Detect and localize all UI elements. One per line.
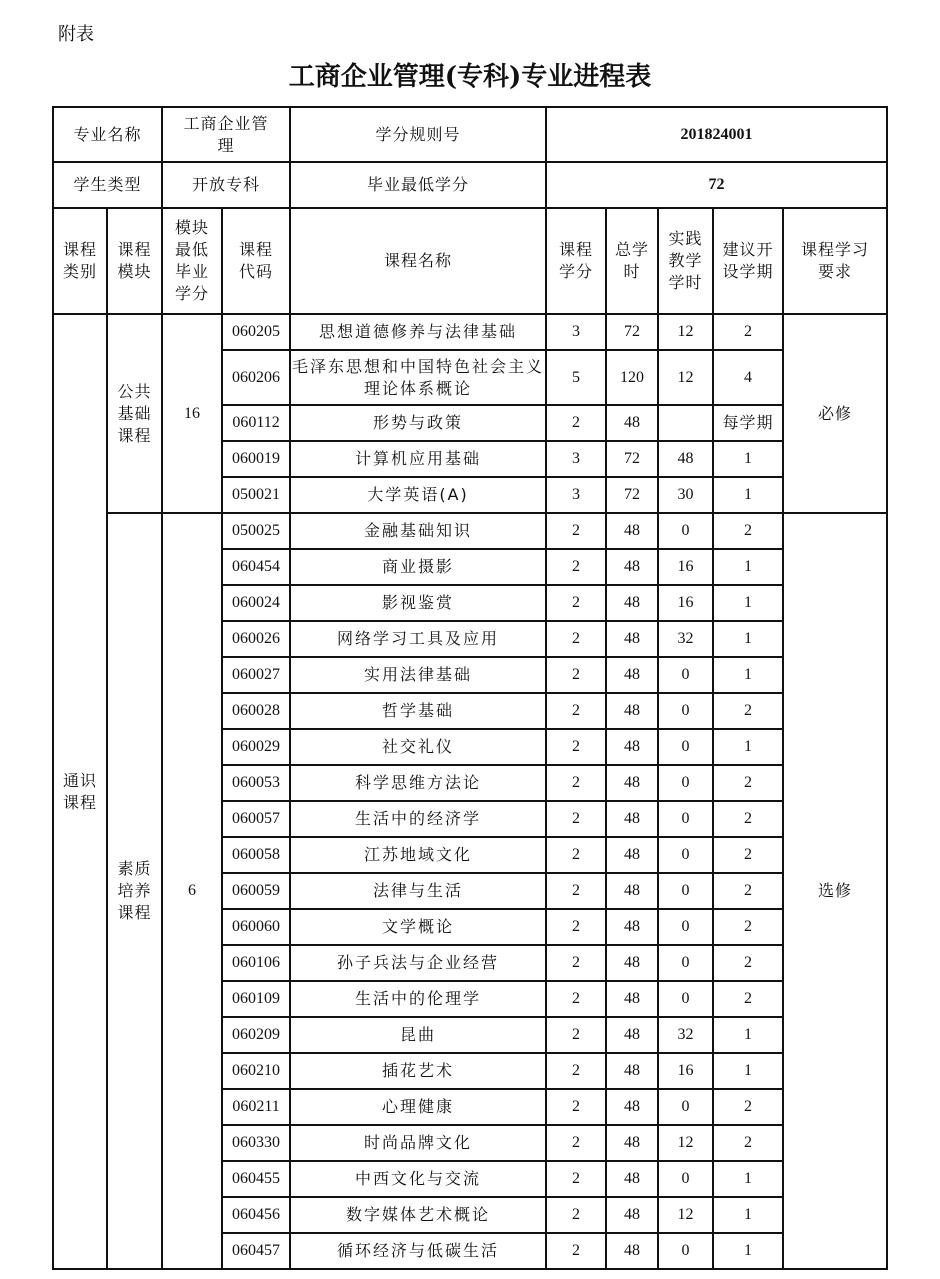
course-total-hours: 48 xyxy=(606,873,658,909)
course-name: 时尚品牌文化 xyxy=(290,1125,546,1161)
course-name: 插花艺术 xyxy=(290,1053,546,1089)
course-practice-hours: 12 xyxy=(658,1125,713,1161)
course-code: 060059 xyxy=(222,873,290,909)
course-row xyxy=(53,513,887,549)
course-semester: 2 xyxy=(713,981,783,1017)
course-semester: 1 xyxy=(713,477,783,513)
course-practice-hours: 0 xyxy=(658,801,713,837)
course-name: 形势与政策 xyxy=(290,405,546,441)
course-total-hours: 48 xyxy=(606,1161,658,1197)
course-practice-hours: 0 xyxy=(658,765,713,801)
course-total-hours: 48 xyxy=(606,1017,658,1053)
course-name: 心理健康 xyxy=(290,1089,546,1125)
course-practice-hours: 0 xyxy=(658,1089,713,1125)
course-name: 文学概论 xyxy=(290,909,546,945)
course-name: 商业摄影 xyxy=(290,549,546,585)
student-type-value: 开放专科 xyxy=(162,162,290,208)
course-name: 大学英语(A) xyxy=(290,477,546,513)
course-credit: 3 xyxy=(546,477,606,513)
course-semester: 2 xyxy=(713,909,783,945)
course-code: 060019 xyxy=(222,441,290,477)
course-code: 060028 xyxy=(222,693,290,729)
course-practice-hours: 16 xyxy=(658,585,713,621)
course-name: 数字媒体艺术概论 xyxy=(290,1197,546,1233)
course-code: 060026 xyxy=(222,621,290,657)
header-requirement: 课程学习要求 xyxy=(783,208,887,314)
course-practice-hours: 48 xyxy=(658,441,713,477)
course-semester: 2 xyxy=(713,837,783,873)
course-code: 060058 xyxy=(222,837,290,873)
course-total-hours: 48 xyxy=(606,549,658,585)
course-code: 060060 xyxy=(222,909,290,945)
course-semester: 2 xyxy=(713,1125,783,1161)
course-credit: 2 xyxy=(546,1161,606,1197)
student-type-label: 学生类型 xyxy=(53,162,162,208)
course-name: 生活中的经济学 xyxy=(290,801,546,837)
course-total-hours: 48 xyxy=(606,1197,658,1233)
course-credit: 2 xyxy=(546,549,606,585)
course-practice-hours: 0 xyxy=(658,693,713,729)
course-semester: 2 xyxy=(713,1089,783,1125)
course-credit: 2 xyxy=(546,1233,606,1269)
course-total-hours: 48 xyxy=(606,1089,658,1125)
course-code: 060455 xyxy=(222,1161,290,1197)
course-credit: 2 xyxy=(546,981,606,1017)
course-name: 江苏地域文化 xyxy=(290,837,546,873)
header-total-hours: 总学时 xyxy=(606,208,658,314)
course-semester: 1 xyxy=(713,729,783,765)
course-semester: 1 xyxy=(713,585,783,621)
course-semester: 1 xyxy=(713,1197,783,1233)
course-credit: 2 xyxy=(546,801,606,837)
course-practice-hours: 0 xyxy=(658,909,713,945)
course-total-hours: 48 xyxy=(606,585,658,621)
course-credit: 5 xyxy=(546,350,606,405)
course-credit: 3 xyxy=(546,314,606,350)
course-code: 060057 xyxy=(222,801,290,837)
module-name: 公共基础课程 xyxy=(107,314,162,513)
course-practice-hours: 0 xyxy=(658,729,713,765)
course-credit: 2 xyxy=(546,873,606,909)
course-credit: 2 xyxy=(546,909,606,945)
course-practice-hours: 12 xyxy=(658,314,713,350)
course-credit: 2 xyxy=(546,621,606,657)
header-code: 课程代码 xyxy=(222,208,290,314)
course-semester: 1 xyxy=(713,1017,783,1053)
course-credit: 2 xyxy=(546,1197,606,1233)
course-semester: 1 xyxy=(713,621,783,657)
course-name: 社交礼仪 xyxy=(290,729,546,765)
module-name: 素质培养课程 xyxy=(107,513,162,1269)
course-name: 科学思维方法论 xyxy=(290,765,546,801)
course-total-hours: 48 xyxy=(606,981,658,1017)
header-module-min-credit: 模块最低毕业学分 xyxy=(162,208,222,314)
column-header-row xyxy=(53,208,887,314)
course-semester: 2 xyxy=(713,314,783,350)
course-practice-hours: 12 xyxy=(658,1197,713,1233)
course-semester: 每学期 xyxy=(713,405,783,441)
header-name: 课程名称 xyxy=(290,208,546,314)
info-row-student-type xyxy=(53,162,887,208)
course-total-hours: 72 xyxy=(606,314,658,350)
course-name: 影视鉴赏 xyxy=(290,585,546,621)
course-code: 060330 xyxy=(222,1125,290,1161)
course-name: 网络学习工具及应用 xyxy=(290,621,546,657)
course-credit: 2 xyxy=(546,837,606,873)
course-credit: 2 xyxy=(546,405,606,441)
course-practice-hours: 32 xyxy=(658,621,713,657)
course-code: 060456 xyxy=(222,1197,290,1233)
course-semester: 1 xyxy=(713,441,783,477)
major-label: 专业名称 xyxy=(53,107,162,162)
course-practice-hours: 30 xyxy=(658,477,713,513)
course-credit: 2 xyxy=(546,1089,606,1125)
course-semester: 2 xyxy=(713,801,783,837)
course-total-hours: 48 xyxy=(606,657,658,693)
course-code: 060053 xyxy=(222,765,290,801)
course-credit: 2 xyxy=(546,657,606,693)
course-name: 法律与生活 xyxy=(290,873,546,909)
course-practice-hours: 0 xyxy=(658,657,713,693)
module-min-credit: 16 xyxy=(162,314,222,513)
course-practice-hours: 12 xyxy=(658,350,713,405)
course-total-hours: 48 xyxy=(606,621,658,657)
course-total-hours: 48 xyxy=(606,837,658,873)
course-practice-hours: 0 xyxy=(658,1233,713,1269)
module-min-credit: 6 xyxy=(162,513,222,1269)
course-code: 060211 xyxy=(222,1089,290,1125)
header-practice-hours: 实践教学学时 xyxy=(658,208,713,314)
course-code: 060210 xyxy=(222,1053,290,1089)
course-credit: 2 xyxy=(546,1053,606,1089)
course-practice-hours: 0 xyxy=(658,945,713,981)
course-code: 060457 xyxy=(222,1233,290,1269)
course-name: 思想道德修养与法律基础 xyxy=(290,314,546,350)
course-code: 050021 xyxy=(222,477,290,513)
course-semester: 2 xyxy=(713,945,783,981)
course-total-hours: 48 xyxy=(606,1053,658,1089)
header-category: 课程类别 xyxy=(53,208,107,314)
course-credit: 2 xyxy=(546,765,606,801)
course-code: 060106 xyxy=(222,945,290,981)
course-credit: 2 xyxy=(546,729,606,765)
course-total-hours: 48 xyxy=(606,729,658,765)
course-credit: 2 xyxy=(546,585,606,621)
course-total-hours: 72 xyxy=(606,441,658,477)
course-practice-hours: 0 xyxy=(658,837,713,873)
rule-label: 学分规则号 xyxy=(290,107,546,162)
course-semester: 2 xyxy=(713,765,783,801)
course-semester: 2 xyxy=(713,873,783,909)
program-schedule-table xyxy=(52,106,888,1270)
course-name: 昆曲 xyxy=(290,1017,546,1053)
course-total-hours: 48 xyxy=(606,693,658,729)
course-total-hours: 48 xyxy=(606,1125,658,1161)
course-semester: 2 xyxy=(713,513,783,549)
course-requirement: 必修 xyxy=(783,314,887,513)
course-requirement: 选修 xyxy=(783,513,887,1269)
course-credit: 2 xyxy=(546,513,606,549)
course-semester: 1 xyxy=(713,1161,783,1197)
min-credit-value: 72 xyxy=(546,162,887,208)
document-title: 工商企业管理(专科)专业进程表 xyxy=(288,62,652,92)
course-semester: 1 xyxy=(713,657,783,693)
appendix-label: 附表 xyxy=(58,24,94,45)
course-credit: 3 xyxy=(546,441,606,477)
course-total-hours: 48 xyxy=(606,945,658,981)
course-code: 060109 xyxy=(222,981,290,1017)
course-code: 060112 xyxy=(222,405,290,441)
course-code: 060205 xyxy=(222,314,290,350)
course-total-hours: 72 xyxy=(606,477,658,513)
course-code: 060024 xyxy=(222,585,290,621)
course-total-hours: 48 xyxy=(606,801,658,837)
info-row-major xyxy=(53,107,887,162)
course-practice-hours: 32 xyxy=(658,1017,713,1053)
course-practice-hours: 0 xyxy=(658,981,713,1017)
course-practice-hours: 16 xyxy=(658,1053,713,1089)
course-total-hours: 48 xyxy=(606,909,658,945)
course-code: 060027 xyxy=(222,657,290,693)
course-credit: 2 xyxy=(546,1125,606,1161)
course-semester: 4 xyxy=(713,350,783,405)
course-code: 050025 xyxy=(222,513,290,549)
min-credit-label: 毕业最低学分 xyxy=(290,162,546,208)
course-name: 生活中的伦理学 xyxy=(290,981,546,1017)
course-code: 060029 xyxy=(222,729,290,765)
course-row xyxy=(53,314,887,350)
course-practice-hours: 16 xyxy=(658,549,713,585)
course-name: 哲学基础 xyxy=(290,693,546,729)
course-semester: 2 xyxy=(713,693,783,729)
course-total-hours: 48 xyxy=(606,765,658,801)
course-name: 实用法律基础 xyxy=(290,657,546,693)
course-credit: 2 xyxy=(546,1017,606,1053)
rule-value: 201824001 xyxy=(546,107,887,162)
course-code: 060209 xyxy=(222,1017,290,1053)
course-code: 060206 xyxy=(222,350,290,405)
course-total-hours: 48 xyxy=(606,513,658,549)
course-category: 通识课程 xyxy=(53,314,107,1269)
course-name: 循环经济与低碳生活 xyxy=(290,1233,546,1269)
course-credit: 2 xyxy=(546,945,606,981)
course-name: 毛泽东思想和中国特色社会主义理论体系概论 xyxy=(290,350,546,405)
header-semester: 建议开设学期 xyxy=(713,208,783,314)
course-practice-hours: 0 xyxy=(658,873,713,909)
course-code: 060454 xyxy=(222,549,290,585)
course-semester: 1 xyxy=(713,1233,783,1269)
course-name: 金融基础知识 xyxy=(290,513,546,549)
course-practice-hours: 0 xyxy=(658,1161,713,1197)
course-practice-hours xyxy=(658,405,713,441)
course-name: 孙子兵法与企业经营 xyxy=(290,945,546,981)
course-semester: 1 xyxy=(713,1053,783,1089)
course-total-hours: 120 xyxy=(606,350,658,405)
course-total-hours: 48 xyxy=(606,405,658,441)
course-name: 中西文化与交流 xyxy=(290,1161,546,1197)
course-total-hours: 48 xyxy=(606,1233,658,1269)
header-credit: 课程学分 xyxy=(546,208,606,314)
course-name: 计算机应用基础 xyxy=(290,441,546,477)
course-practice-hours: 0 xyxy=(658,513,713,549)
major-value: 工商企业管理 xyxy=(162,107,290,162)
header-module: 课程模块 xyxy=(107,208,162,314)
course-credit: 2 xyxy=(546,693,606,729)
course-semester: 1 xyxy=(713,549,783,585)
